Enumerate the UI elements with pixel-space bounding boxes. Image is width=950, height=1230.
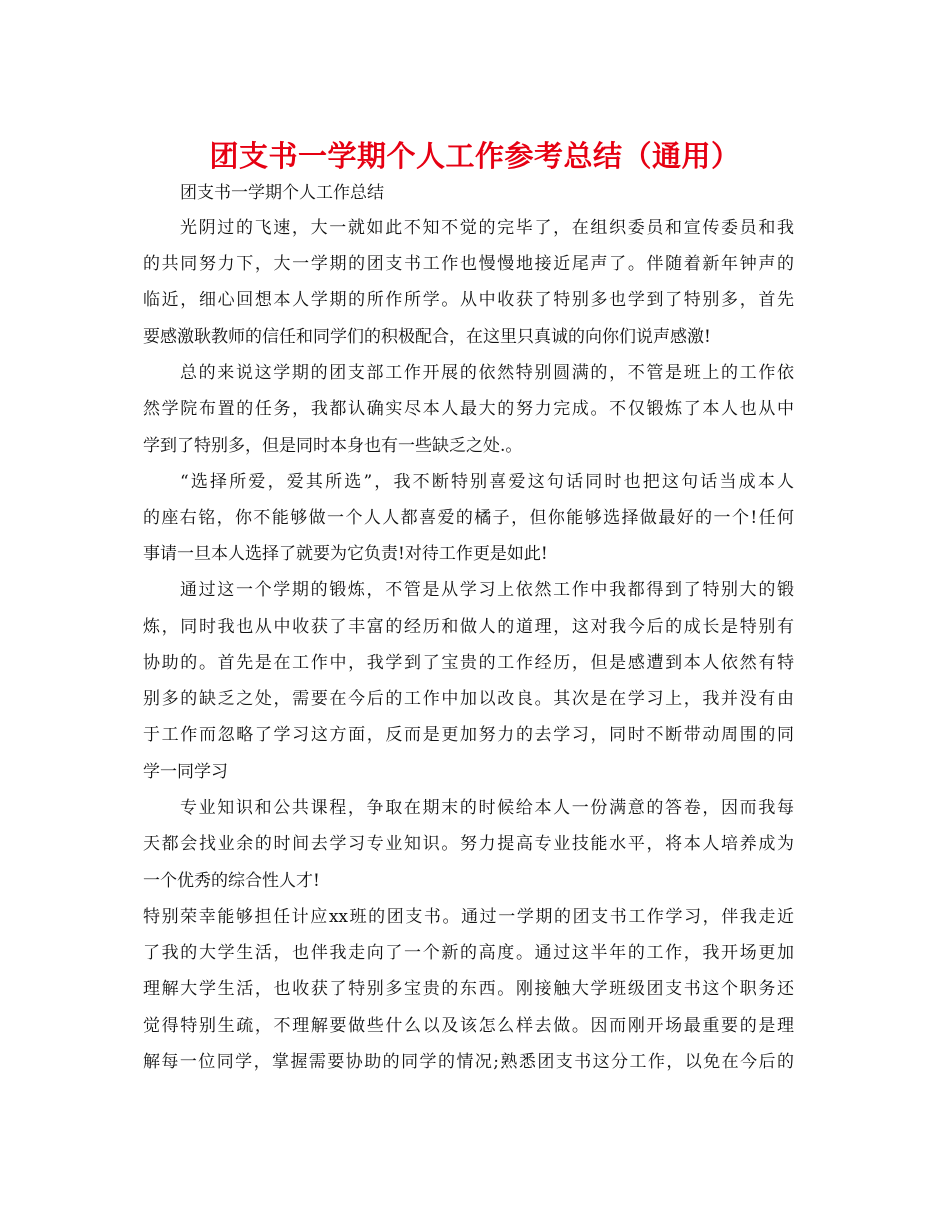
- paragraph-line: 学一同学习: [143, 762, 228, 782]
- paragraph-line: 通过这一个学期的锻炼，不管是从学习上依然工作中我都得到了特别大的锻: [180, 580, 794, 600]
- paragraph-line: 专业知识和公共课程，争取在期末的时候给本人一份满意的答卷，因而我每: [180, 798, 794, 818]
- paragraph-line: 的共同努力下，大一学期的团支书工作也慢慢地接近尾声了。伴随着新年钟声的: [143, 254, 794, 274]
- paragraph-line: 要感激耿教师的信任和同学们的积极配合，在这里只真诚的向你们说声感激!: [143, 327, 711, 347]
- paragraph-line: 一个优秀的综合性人才!: [143, 871, 320, 891]
- document-subtitle: 团支书一学期个人工作总结: [180, 183, 384, 203]
- paragraph-line: 临近，细心回想本人学期的所作所学。从中收获了特别多也学到了特别多，首先: [143, 290, 794, 310]
- paragraph-line: 事请一旦本人选择了就要为它负责!对待工作更是如此!: [143, 544, 548, 564]
- paragraph-line: 然学院布置的任务，我都认确实尽本人最大的努力完成。不仅锻炼了本人也从中: [143, 399, 794, 419]
- paragraph-line: 协助的。首先是在工作中，我学到了宝贵的工作经历，但是感遭到本人依然有特: [143, 653, 794, 673]
- paragraph-line: 光阴过的飞速，大一就如此不知不觉的完毕了，在组织委员和宣传委员和我: [180, 218, 794, 238]
- paragraph-line: 天都会找业余的时间去学习专业知识。努力提高专业技能水平，将本人培养成为: [143, 834, 794, 854]
- paragraph-line: 觉得特别生疏，不理解要做些什么以及该怎么样去做。因而刚开场最重要的是理: [143, 1016, 794, 1036]
- paragraph-line: 特别荣幸能够担任计应xx班的团支书。通过一学期的团支书工作学习，伴我走近: [143, 907, 794, 927]
- paragraph-line: 解每一位同学，掌握需要协助的同学的情况;熟悉团支书这分工作，以免在今后的: [143, 1052, 794, 1072]
- paragraph-line: 学到了特别多，但是同时本身也有一些缺乏之处.。: [143, 436, 523, 456]
- paragraph-line: 了我的大学生活，也伴我走向了一个新的高度。通过这半年的工作，我开场更加: [143, 943, 794, 963]
- paragraph-line: 总的来说这学期的团支部工作开展的依然特别圆满的，不管是班上的工作依: [180, 363, 794, 383]
- paragraph-line: 理解大学生活，也收获了特别多宝贵的东西。刚接触大学班级团支书这个职务还: [143, 979, 794, 999]
- paragraph-line: 炼，同时我也从中收获了丰富的经历和做人的道理，这对我今后的成长是特别有: [143, 617, 794, 637]
- paragraph-line: 的座右铭，你不能够做一个人人都喜爱的橘子，但你能够选择做最好的一个!任何: [143, 508, 794, 528]
- paragraph-line: 别多的缺乏之处，需要在今后的工作中加以改良。其次是在学习上，我并没有由: [143, 689, 794, 709]
- paragraph-line: 于工作而忽略了学习这方面，反而是更加努力的去学习，同时不断带动周围的同: [143, 725, 794, 745]
- document-title: 团支书一学期个人工作参考总结（通用）: [209, 139, 741, 173]
- paragraph-line: “选择所爱，爱其所选”，我不断特别喜爱这句话同时也把这句话当成本人: [180, 472, 794, 492]
